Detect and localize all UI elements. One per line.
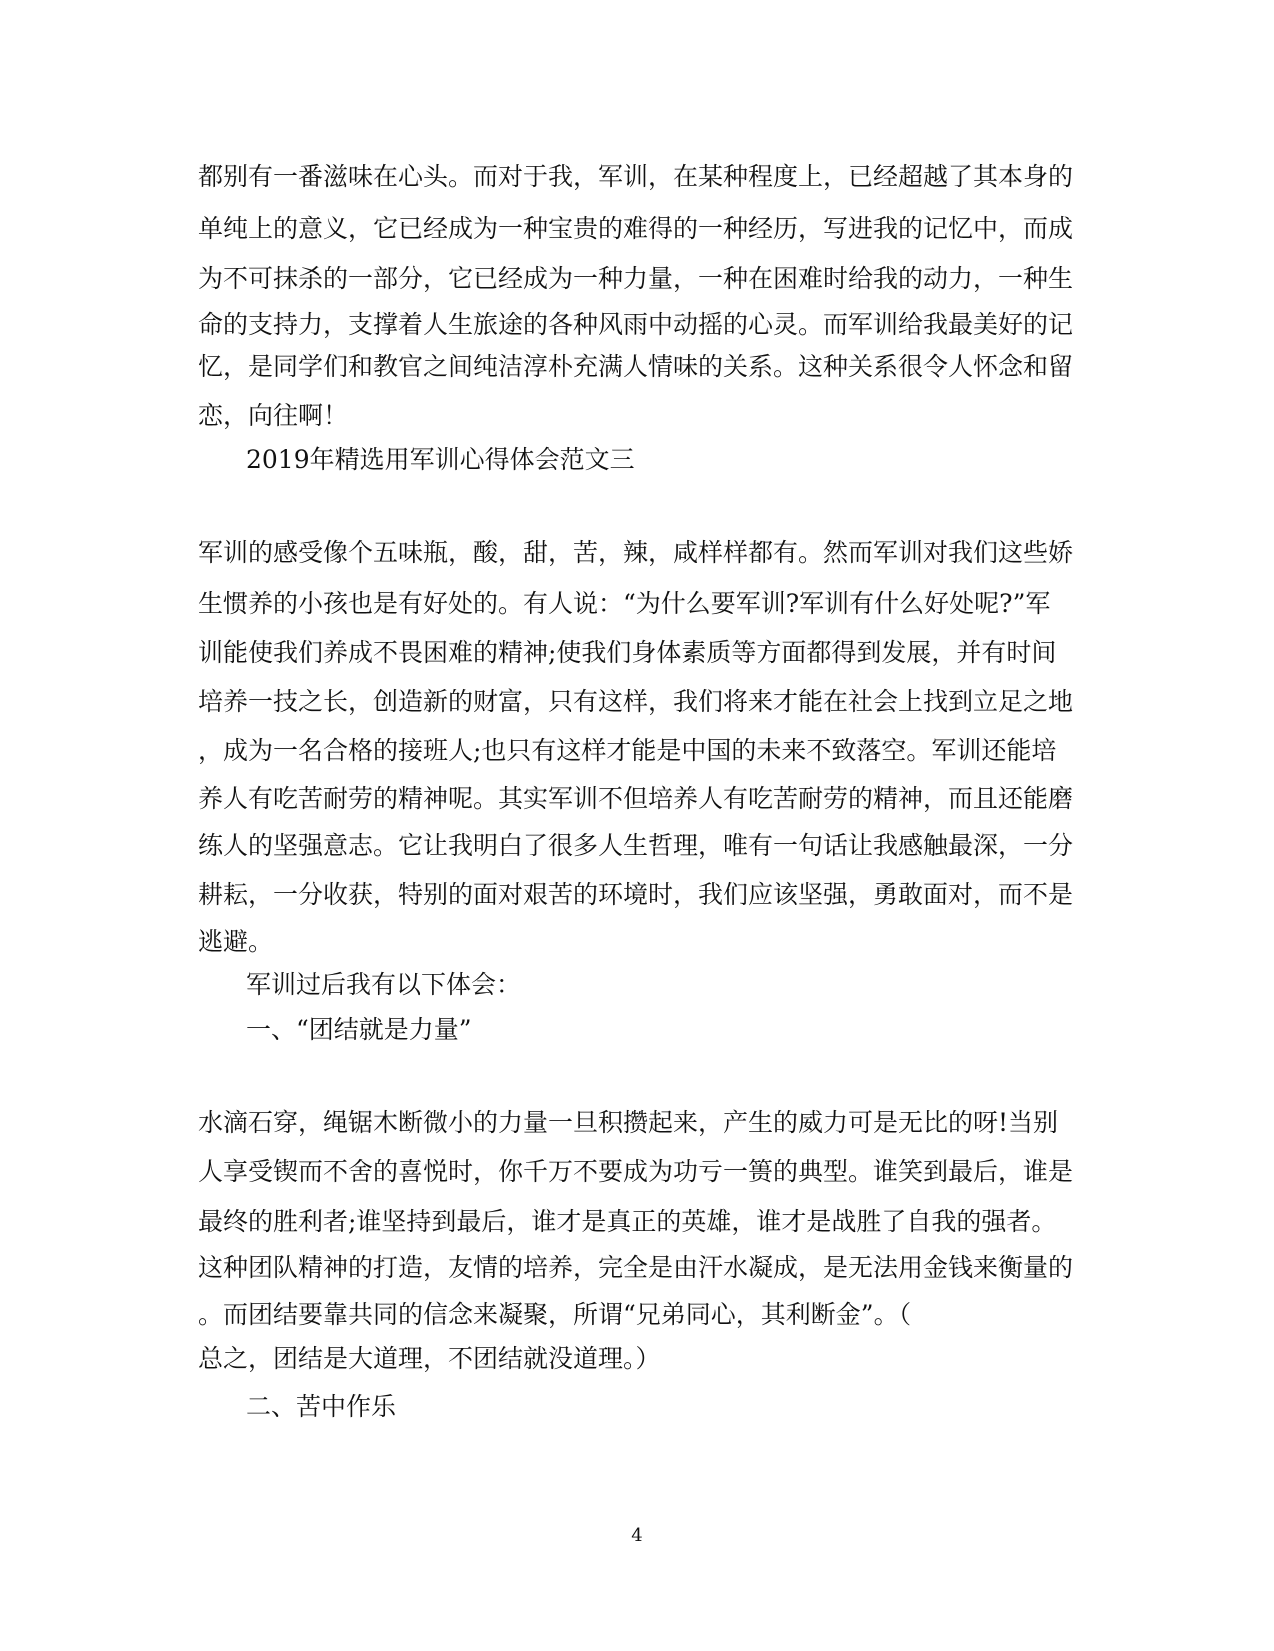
paragraph-3-line-4: 这种团队精神的打造，友情的培养，完全是由汗水凝成，是无法用金钱来衡量的 — [198, 1253, 1074, 1282]
page-number: 4 — [631, 1525, 643, 1546]
paragraph-3-line-5: 。而团结要靠共同的信念来凝聚，所谓“兄弟同心，其利断金”。（ — [198, 1300, 912, 1329]
paragraph-1-line-3: 为不可抹杀的一部分，它已经成为一种力量，一种在困难时给我的动力，一种生 — [198, 264, 1074, 293]
paragraph-1-line-2: 单纯上的意义，它已经成为一种宝贵的难得的一种经历，写进我的记忆中，而成 — [198, 214, 1074, 243]
paragraph-2-line-8: 耕耘，一分收获，特别的面对艰苦的环境时，我们应该坚强，勇敢面对，而不是 — [198, 880, 1074, 909]
paragraph-2-line-7: 练人的坚强意志。它让我明白了很多人生哲理，唯有一句话让我感触最深，一分 — [198, 831, 1074, 860]
paragraph-2-line-1: 军训的感受像个五味瓶，酸，甜，苦，辣，咸样样都有。然而军训对我们这些娇 — [198, 538, 1074, 567]
paragraph-2-line-9: 逃避。 — [198, 927, 274, 956]
paragraph-3-line-1: 水滴石穿，绳锯木断微小的力量一旦积攒起来，产生的威力可是无比的呀!当别 — [198, 1108, 1059, 1137]
paragraph-2-line-4: 培养一技之长，创造新的财富，只有这样，我们将来才能在社会上找到立足之地 — [198, 687, 1074, 716]
subheading-1: 一、“团结就是力量” — [246, 1015, 472, 1044]
paragraph-1-line-6: 恋，向往啊！ — [198, 401, 349, 430]
paragraph-2-line-6: 养人有吃苦耐劳的精神呢。其实军训不但培养人有吃苦耐劳的精神，而且还能磨 — [198, 784, 1074, 813]
paragraph-3-line-3: 最终的胜利者;谁坚持到最后，谁才是真正的英雄，谁才是战胜了自我的强者。 — [198, 1207, 1057, 1236]
paragraph-1-line-1: 都别有一番滋味在心头。而对于我，军训，在某种程度上，已经超越了其本身的 — [198, 162, 1074, 191]
paragraph-2-line-5: ，成为一名合格的接班人;也只有这样才能是中国的未来不致落空。军训还能培 — [198, 736, 1057, 765]
paragraph-1-line-5: 忆，是同学们和教官之间纯洁淳朴充满人情味的关系。这种关系很令人怀念和留 — [198, 352, 1074, 381]
intro-line: 军训过后我有以下体会： — [246, 970, 522, 999]
section-heading: 2019年精选用军训心得体会范文三 — [246, 445, 635, 474]
paragraph-2-line-3: 训能使我们养成不畏困难的精神;使我们身体素质等方面都得到发展，并有时间 — [198, 638, 1057, 667]
paragraph-2-line-2: 生惯养的小孩也是有好处的。有人说：“为什么要军训?军训有什么好处呢?”军 — [198, 589, 1051, 618]
paragraph-1-line-4: 命的支持力，支撑着人生旅途的各种风雨中动摇的心灵。而军训给我最美好的记 — [198, 310, 1074, 339]
paragraph-3-line-2: 人享受锲而不舍的喜悦时，你千万不要成为功亏一篑的典型。谁笑到最后，谁是 — [198, 1157, 1074, 1186]
paragraph-3-line-6: 总之，团结是大道理，不团结就没道理。） — [198, 1344, 661, 1373]
subheading-2: 二、苦中作乐 — [246, 1392, 397, 1421]
